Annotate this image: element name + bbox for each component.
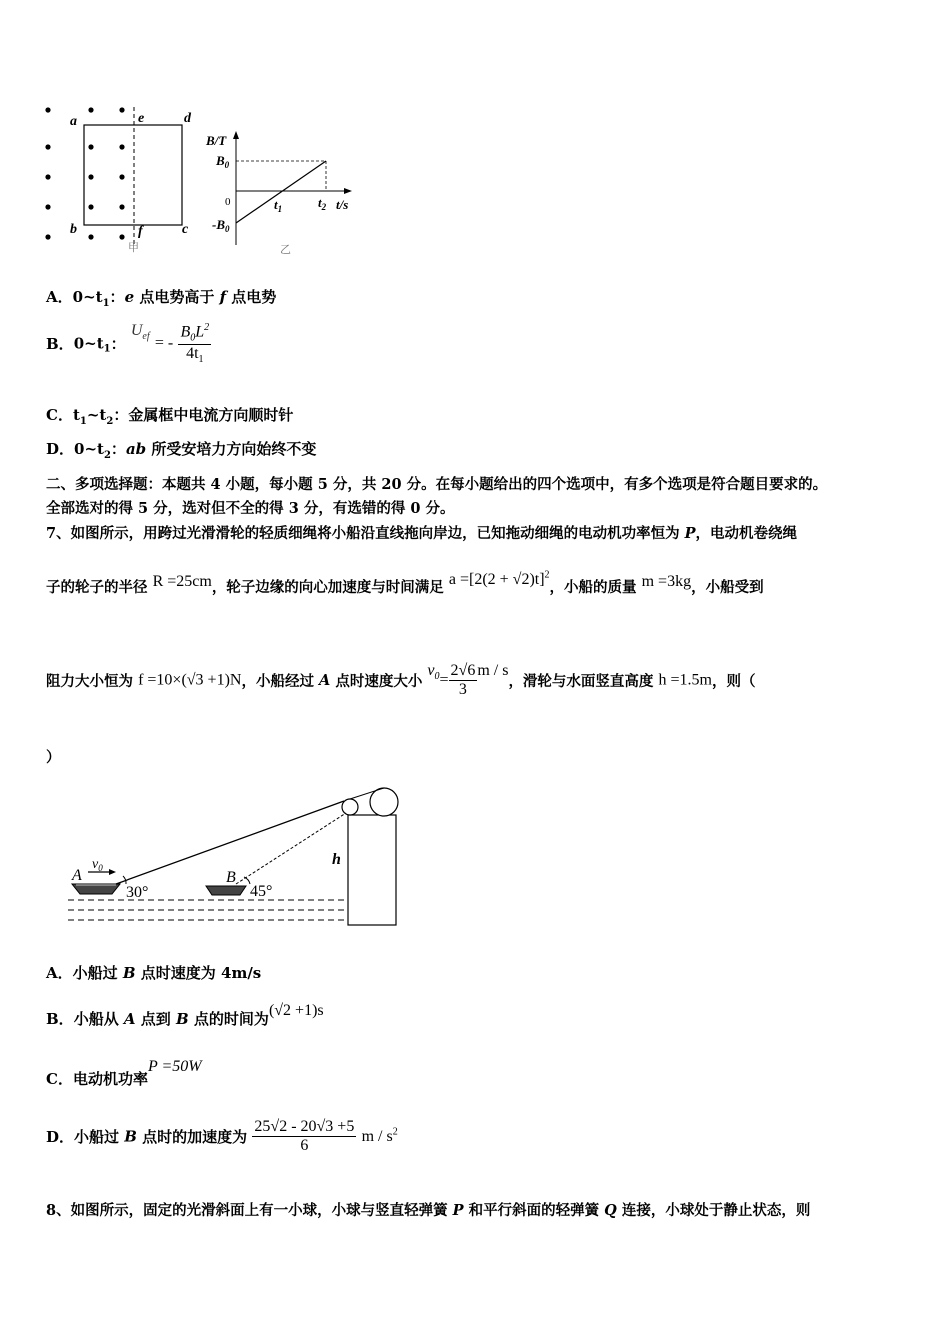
caption-left: 甲 [128, 241, 139, 254]
y-axis-label: B/T [206, 133, 227, 148]
angle-45-label: 45° [250, 883, 273, 900]
field-dots [45, 107, 124, 239]
v0-label: $v_0$ [92, 857, 103, 873]
q7-option-b: B．小船从 A 点到 B 点的时间为(√2 +1)s [46, 1002, 324, 1028]
q7-line1: 7、如图所示，用跨过光滑滑轮的轻质细绳将小船沿直线拖向岸边，已知拖动细绳的电动机功率恒为 P，电动机卷绕绳 [46, 525, 798, 542]
motor-wheel [370, 788, 398, 816]
q7-option-d: D．小船过 B 点时的加速度为 $\frac{25√2 - 20√3 +5}{6}$ m / $s^2$ [46, 1118, 398, 1154]
pulley [342, 799, 358, 815]
figure-magnetic-frame [30, 95, 370, 265]
label-d: d [184, 111, 191, 126]
label-c: c [182, 222, 189, 237]
q6-option-d: D．$0\sim t_2$：ab 所受安培力方向始终不变 [46, 440, 317, 461]
t2-label: $t_2$ [318, 195, 327, 212]
ef-fraction: $\frac{B_0L^2}{4t_1}$ [180, 322, 210, 365]
section2-line1: 二、多项选择题：本题共 4 小题，每小题 5 分，共 20 分。在每小题给出的四个选项中，有多个选项是符合题目要求的。 [46, 476, 828, 493]
q6-option-c: C．$t_1\sim t_2$：金属框中电流方向顺时针 [46, 406, 294, 427]
metal-frame [84, 125, 182, 225]
q6-option-a: A．$0\sim t_1$：e 点电势高于 f 点电势 [46, 288, 277, 309]
figure-boat-pulley [60, 780, 410, 935]
shore-block [348, 815, 396, 925]
section2-line2: 全部选对的得 5 分，选对但不全的得 3 分，有选错的得 0 分。 [46, 500, 455, 517]
q7-line2: 子的轮子的半径 R =25cm，轮子边缘的向心加速度与时间满足 $a =[2(2 + √2)t]^2$，小船的质量 m =3kg，小船受到 [46, 569, 764, 596]
angle-30-label: 30° [126, 884, 149, 901]
boat-a-label: A [72, 867, 82, 884]
x-axis-label: t/s [336, 197, 349, 212]
neg-b0-label: $-B_0$ [212, 217, 230, 234]
q7-option-a: A．小船过 B 点时速度为 4m/s [46, 964, 262, 982]
q6-option-b: B．$0\sim t_1$： $U_{ef}$ = - $\frac{B_0L^2}{4t_1}$ [46, 322, 210, 365]
q7-line3: 阻力大小恒为 f =10×(√3 +1)N，小船经过 A 点时速度大小 $v_0=$ $\frac{2√6}{3}$ m / s，滑轮与水面竖直高度 h =1.5m，则（ [46, 662, 756, 698]
angle-arc-30 [123, 876, 126, 884]
accel-fraction: $\frac{25√2 - 20√3 +5}{6}$ [254, 1118, 355, 1154]
y-arrow-icon [233, 131, 239, 139]
label-b: b [70, 222, 77, 237]
caption-right: 乙 [280, 243, 291, 256]
x-arrow-icon [344, 188, 352, 194]
label-e: e [138, 111, 145, 126]
origin-label: 0 [225, 196, 231, 208]
label-a: a [70, 114, 77, 129]
boat-b [206, 886, 246, 895]
height-label: h [332, 851, 341, 868]
q7-option-c: C．电动机功率P =50W [46, 1058, 202, 1088]
rope-b [236, 813, 346, 884]
label-f: f [138, 224, 143, 239]
velocity-arrow-icon [109, 869, 116, 875]
t1-label: $t_1$ [274, 197, 283, 214]
q8-line1: 8、如图所示，固定的光滑斜面上有一小球，小球与竖直轻弹簧 P 和平行斜面的轻弹簧 Q 连接，小球处于静止状态，则 [46, 1202, 811, 1219]
boat-b-label: B [226, 869, 236, 886]
b0-label: $B_0$ [216, 153, 230, 170]
q7-line4: ） [46, 749, 61, 766]
